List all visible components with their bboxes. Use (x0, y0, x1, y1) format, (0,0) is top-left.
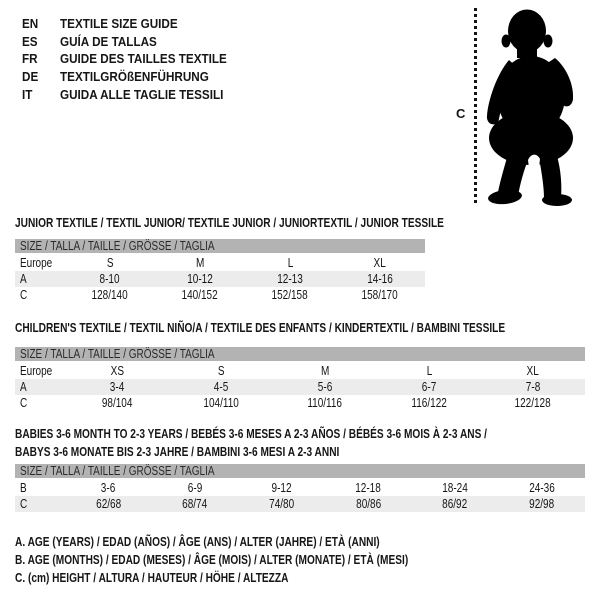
size-cell: 116/122 (411, 396, 447, 410)
table-row (15, 363, 585, 379)
table-header-bar: SIZE / TALLA / TAILLE / GRÖSSE / TAGLIA (15, 239, 425, 253)
language-row (22, 15, 245, 33)
size-table-babies (15, 464, 585, 512)
language-title: TEXTILE SIZE GUIDE (60, 16, 178, 32)
table-row (15, 271, 425, 287)
size-cell: XL (526, 364, 540, 378)
size-cell: 86/92 (442, 497, 468, 511)
table-row (15, 379, 585, 395)
table-title-babies: BABIES 3-6 MONTH TO 2-3 YEARS / BEBÉS 3-6 MESES A 2-3 AÑOS / BÉBÉS 3-6 MOIS À 2-3 ANS / BABYS 3-6 MONATE BIS 2-3 JAHRE / BAMBINI 3-6 MESI A 2-3 ANNI (15, 426, 487, 459)
footnote-age-years: A. AGE (YEARS) / EDAD (AÑOS) / ÂGE (ANS) / ALTER (JAHRE) / ETÀ (ANNI) (15, 534, 380, 549)
row-label: C (20, 396, 28, 410)
language-row (22, 68, 245, 86)
size-cell: 3-6 (101, 481, 116, 495)
language-code: EN (22, 16, 39, 32)
table-header-bar: SIZE / TALLA / TAILLE / GRÖSSE / TAGLIA (15, 347, 585, 361)
language-code: ES (22, 33, 38, 49)
language-row (22, 50, 245, 68)
footnote-height-cm: C. (cm) HEIGHT / ALTURA / HAUTEUR / HÖHE / ALTEZZA (15, 570, 289, 585)
size-cell: 12-18 (355, 481, 382, 495)
language-code: DE (22, 69, 39, 85)
row-label: C (20, 497, 28, 511)
size-cell: 122/128 (514, 396, 552, 410)
language-code: IT (22, 86, 33, 102)
size-cell: 110/116 (307, 396, 343, 410)
size-cell: 24-36 (528, 481, 555, 495)
size-cell: 62/68 (95, 497, 121, 511)
language-row (22, 85, 245, 103)
table-title-children: CHILDREN'S TEXTILE / TEXTIL NIÑO/A / TEXTILE DES ENFANTS / KINDERTEXTIL / BAMBINI TESSILE (15, 320, 506, 335)
row-label: B (20, 481, 27, 495)
height-label: C (456, 106, 466, 121)
size-cell: 10-12 (187, 272, 213, 286)
size-cell: XS (110, 364, 124, 378)
table-row (15, 496, 585, 512)
size-cell: 9-12 (271, 481, 292, 495)
size-cell: S (106, 256, 114, 270)
height-reference-dashed-line (474, 8, 477, 206)
table-row (15, 287, 425, 303)
size-table-junior (15, 239, 425, 303)
size-cell: M (320, 364, 330, 378)
size-cell: 80/86 (355, 497, 381, 511)
size-cell: L (426, 364, 432, 378)
table-header-bar: SIZE / TALLA / TAILLE / GRÖSSE / TAGLIA (15, 464, 585, 478)
table-title-junior: JUNIOR TEXTILE / TEXTIL JUNIOR/ TEXTILE JUNIOR / JUNIORTEXTIL / JUNIOR TESSILE (15, 215, 444, 230)
size-cell: 140/152 (181, 288, 219, 302)
footnotes (15, 533, 519, 587)
size-cell: 98/104 (101, 396, 133, 410)
size-cell: 14-16 (367, 272, 393, 286)
size-cell: 92/98 (529, 497, 555, 511)
size-cell: 4-5 (213, 380, 229, 394)
footnote-age-months: B. AGE (MONTHS) / EDAD (MESES) / ÂGE (MOIS) / ALTER (MONATE) / ETÀ (MESI) (15, 552, 409, 567)
size-cell: XL (373, 256, 387, 270)
language-row (22, 33, 245, 51)
language-title-block (22, 15, 245, 103)
size-cell: 104/110 (203, 396, 239, 410)
size-cell: 158/170 (361, 288, 399, 302)
row-label: Europe (20, 364, 53, 378)
row-label: C (20, 288, 28, 302)
size-cell: 12-13 (277, 272, 303, 286)
size-cell: 3-4 (109, 380, 125, 394)
table-row (15, 395, 585, 411)
size-cell: 6-9 (187, 481, 203, 495)
language-code: FR (22, 51, 38, 67)
language-title: TEXTILGRÖßENFÜHRUNG (60, 69, 209, 85)
size-cell: 74/80 (269, 497, 295, 511)
baby-silhouette-icon (481, 4, 587, 206)
size-cell: 68/74 (182, 497, 208, 511)
row-label: Europe (20, 256, 53, 270)
size-cell: 18-24 (442, 481, 468, 495)
table-row (15, 480, 585, 496)
size-cell: 152/158 (271, 288, 309, 302)
size-table-children (15, 347, 585, 411)
size-cell: 128/140 (91, 288, 129, 302)
language-title: GUIDE DES TAILLES TEXTILE (60, 51, 227, 67)
language-title: GUÍA DE TALLAS (60, 33, 157, 49)
size-cell: 5-6 (317, 380, 333, 394)
size-cell: S (217, 364, 225, 378)
size-cell: 8-10 (99, 272, 121, 286)
size-cell: M (195, 256, 205, 270)
size-cell: 6-7 (421, 380, 437, 394)
size-cell: 7-8 (525, 380, 541, 394)
row-label: A (20, 272, 27, 286)
row-label: A (20, 380, 27, 394)
size-cell: L (287, 256, 293, 270)
language-title: GUIDA ALLE TAGLIE TESSILI (60, 86, 224, 102)
table-row (15, 255, 425, 271)
